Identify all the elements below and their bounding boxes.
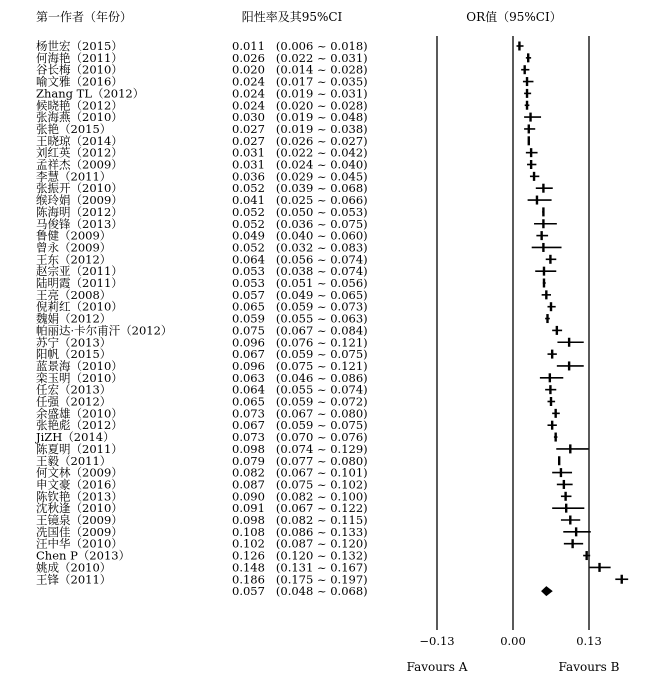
study-label: 阳帆（2015） — [36, 347, 112, 362]
ci-value: 0.091 (0.067 ~ 0.122) — [232, 501, 368, 516]
study-label: 帕丽达·卡尔甫汗（2012） — [36, 323, 173, 338]
ci-value: 0.020 (0.014 ~ 0.028) — [232, 62, 368, 77]
tick-label: 0.13 — [576, 634, 602, 648]
study-label: 陈夏明（2011） — [36, 441, 123, 456]
ci-value: 0.024 (0.019 ~ 0.031) — [232, 86, 368, 101]
study-label: 缑玲娟（2009） — [36, 193, 123, 208]
header-rate: 阳性率及其95%CI — [241, 10, 343, 24]
ci-value: 0.096 (0.075 ~ 0.121) — [232, 358, 368, 373]
ci-value: 0.026 (0.022 ~ 0.031) — [232, 50, 368, 65]
study-label: 王锋（2011） — [36, 572, 112, 587]
study-label: 谷长梅（2010） — [36, 62, 123, 77]
ci-value: 0.052 (0.032 ~ 0.083) — [232, 240, 368, 255]
ci-value: 0.065 (0.059 ~ 0.072) — [232, 394, 368, 409]
study-label: 冼国佳（2009） — [36, 524, 123, 539]
ci-value: 0.098 (0.082 ~ 0.115) — [232, 513, 368, 527]
ci-value: 0.011 (0.006 ~ 0.018) — [232, 39, 368, 53]
study-label: 曾永（2009） — [36, 240, 112, 255]
ci-value: 0.024 (0.020 ~ 0.028) — [232, 98, 368, 113]
ci-value: 0.049 (0.040 ~ 0.060) — [232, 228, 368, 243]
study-label: 王东（2012） — [36, 252, 112, 267]
ci-value: 0.036 (0.029 ~ 0.045) — [232, 169, 368, 184]
study-label: 姚成（2010） — [36, 560, 112, 575]
study-label: 张海燕（2010） — [36, 110, 123, 125]
study-label: 鲁健（2009） — [36, 228, 112, 243]
study-label: 王镜泉（2009） — [36, 513, 123, 527]
ci-value: 0.073 (0.067 ~ 0.080) — [232, 406, 368, 421]
study-label: 刘红英（2012） — [36, 145, 123, 160]
study-label: 申文豪（2016） — [36, 477, 123, 492]
study-label: 赵宗亚（2011） — [36, 264, 123, 279]
study-label: 候晓艳（2012） — [36, 98, 123, 113]
study-label: 张振开（2010） — [36, 181, 123, 196]
ci-value: 0.096 (0.076 ~ 0.121) — [232, 335, 368, 350]
study-label: 任强（2012） — [36, 394, 112, 409]
ci-value: 0.052 (0.039 ~ 0.068) — [232, 181, 368, 196]
study-label: 魏娟（2012） — [36, 311, 112, 326]
study-label: 何文林（2009） — [36, 465, 123, 480]
study-label: 苏宁（2013） — [36, 335, 112, 350]
study-label: 倪莉红（2010） — [36, 299, 123, 314]
study-label: 任宏（2013） — [36, 382, 112, 397]
ci-value: 0.075 (0.067 ~ 0.084) — [232, 323, 368, 338]
header-study: 第一作者（年份） — [36, 10, 133, 24]
ci-value: 0.030 (0.019 ~ 0.048) — [232, 110, 368, 125]
ci-value: 0.052 (0.036 ~ 0.075) — [232, 216, 368, 231]
study-label: Chen P（2013） — [36, 548, 131, 563]
ci-value: 0.024 (0.017 ~ 0.035) — [232, 74, 368, 89]
ci-value: 0.186 (0.175 ~ 0.197) — [232, 572, 368, 587]
ci-value: 0.059 (0.055 ~ 0.063) — [232, 311, 368, 326]
ci-value: 0.052 (0.050 ~ 0.053) — [232, 204, 368, 219]
study-label: 王毅（2011） — [36, 453, 112, 468]
study-label: 蓝景海（2010） — [36, 358, 123, 373]
ci-value: 0.102 (0.087 ~ 0.120) — [232, 536, 368, 551]
ci-value: 0.067 (0.059 ~ 0.075) — [232, 418, 368, 433]
ci-value: 0.031 (0.024 ~ 0.040) — [232, 157, 368, 172]
ci-value: 0.067 (0.059 ~ 0.075) — [232, 347, 368, 362]
ci-value: 0.148 (0.131 ~ 0.167) — [232, 560, 368, 575]
study-label: 陆明霞（2011） — [36, 276, 123, 290]
study-label: 张艳彪（2012） — [36, 418, 123, 433]
ci-value: 0.041 (0.025 ~ 0.066) — [232, 193, 368, 208]
study-label: 沈秋逢（2010） — [36, 501, 123, 516]
study-label: 喻文雅（2016） — [36, 74, 123, 89]
footer-left: Favours A — [406, 660, 468, 674]
ci-value: 0.098 (0.074 ~ 0.129) — [232, 441, 368, 456]
study-label: 张艳（2015） — [36, 121, 112, 136]
study-label: 汪中华（2010） — [36, 536, 123, 551]
study-label: 何海艳（2011） — [36, 50, 123, 65]
plot-area — [437, 36, 628, 630]
study-rows — [35, 39, 368, 598]
ci-value: 0.065 (0.059 ~ 0.073) — [232, 299, 368, 314]
study-label: 王亮（2008） — [36, 287, 112, 302]
overall-ci-value: 0.057 (0.048 ~ 0.068) — [232, 584, 368, 599]
study-label: 李慧（2011） — [36, 169, 112, 184]
study-label: 陈钦艳（2013） — [36, 489, 123, 504]
ci-value: 0.053 (0.038 ~ 0.074) — [232, 264, 368, 279]
study-label: 孟祥杰（2009） — [36, 157, 123, 172]
ci-value: 0.126 (0.120 ~ 0.132) — [232, 548, 368, 563]
study-label: 杨世宏（2015） — [36, 39, 123, 53]
study-label: JiZH（2014） — [36, 430, 115, 445]
study-label: 马俊锋（2013） — [36, 216, 123, 231]
study-label: 王晓琼（2014） — [36, 133, 123, 148]
ci-value: 0.108 (0.086 ~ 0.133) — [232, 524, 368, 539]
tick-label: −0.13 — [419, 634, 455, 648]
ci-value: 0.064 (0.056 ~ 0.074) — [232, 252, 368, 267]
ci-value: 0.079 (0.077 ~ 0.080) — [232, 453, 368, 468]
ci-value: 0.064 (0.055 ~ 0.074) — [232, 382, 368, 397]
x-axis — [419, 634, 601, 648]
study-label: Zhang TL（2012） — [36, 86, 145, 101]
study-label: 余盛雄（2010） — [36, 406, 123, 421]
footer-right: Favours B — [558, 660, 620, 674]
ci-value: 0.027 (0.026 ~ 0.027) — [232, 133, 368, 148]
ci-value: 0.031 (0.022 ~ 0.042) — [232, 145, 368, 160]
tick-label: 0.00 — [500, 634, 526, 648]
ci-value: 0.027 (0.019 ~ 0.038) — [232, 121, 368, 136]
ci-value: 0.087 (0.075 ~ 0.102) — [232, 477, 368, 492]
ci-value: 0.082 (0.067 ~ 0.101) — [232, 465, 368, 480]
ci-value: 0.090 (0.082 ~ 0.100) — [232, 489, 368, 504]
ci-value: 0.053 (0.051 ~ 0.056) — [232, 276, 368, 290]
study-label: 栾玉明（2010） — [36, 370, 123, 385]
ci-value: 0.063 (0.046 ~ 0.086) — [232, 370, 368, 385]
ci-value: 0.057 (0.049 ~ 0.065) — [232, 287, 368, 302]
header-or: OR值（95%CI） — [466, 10, 562, 24]
ci-value: 0.073 (0.070 ~ 0.076) — [232, 430, 368, 445]
study-label: 陈海明（2012） — [36, 204, 123, 219]
overall-diamond — [541, 586, 553, 596]
